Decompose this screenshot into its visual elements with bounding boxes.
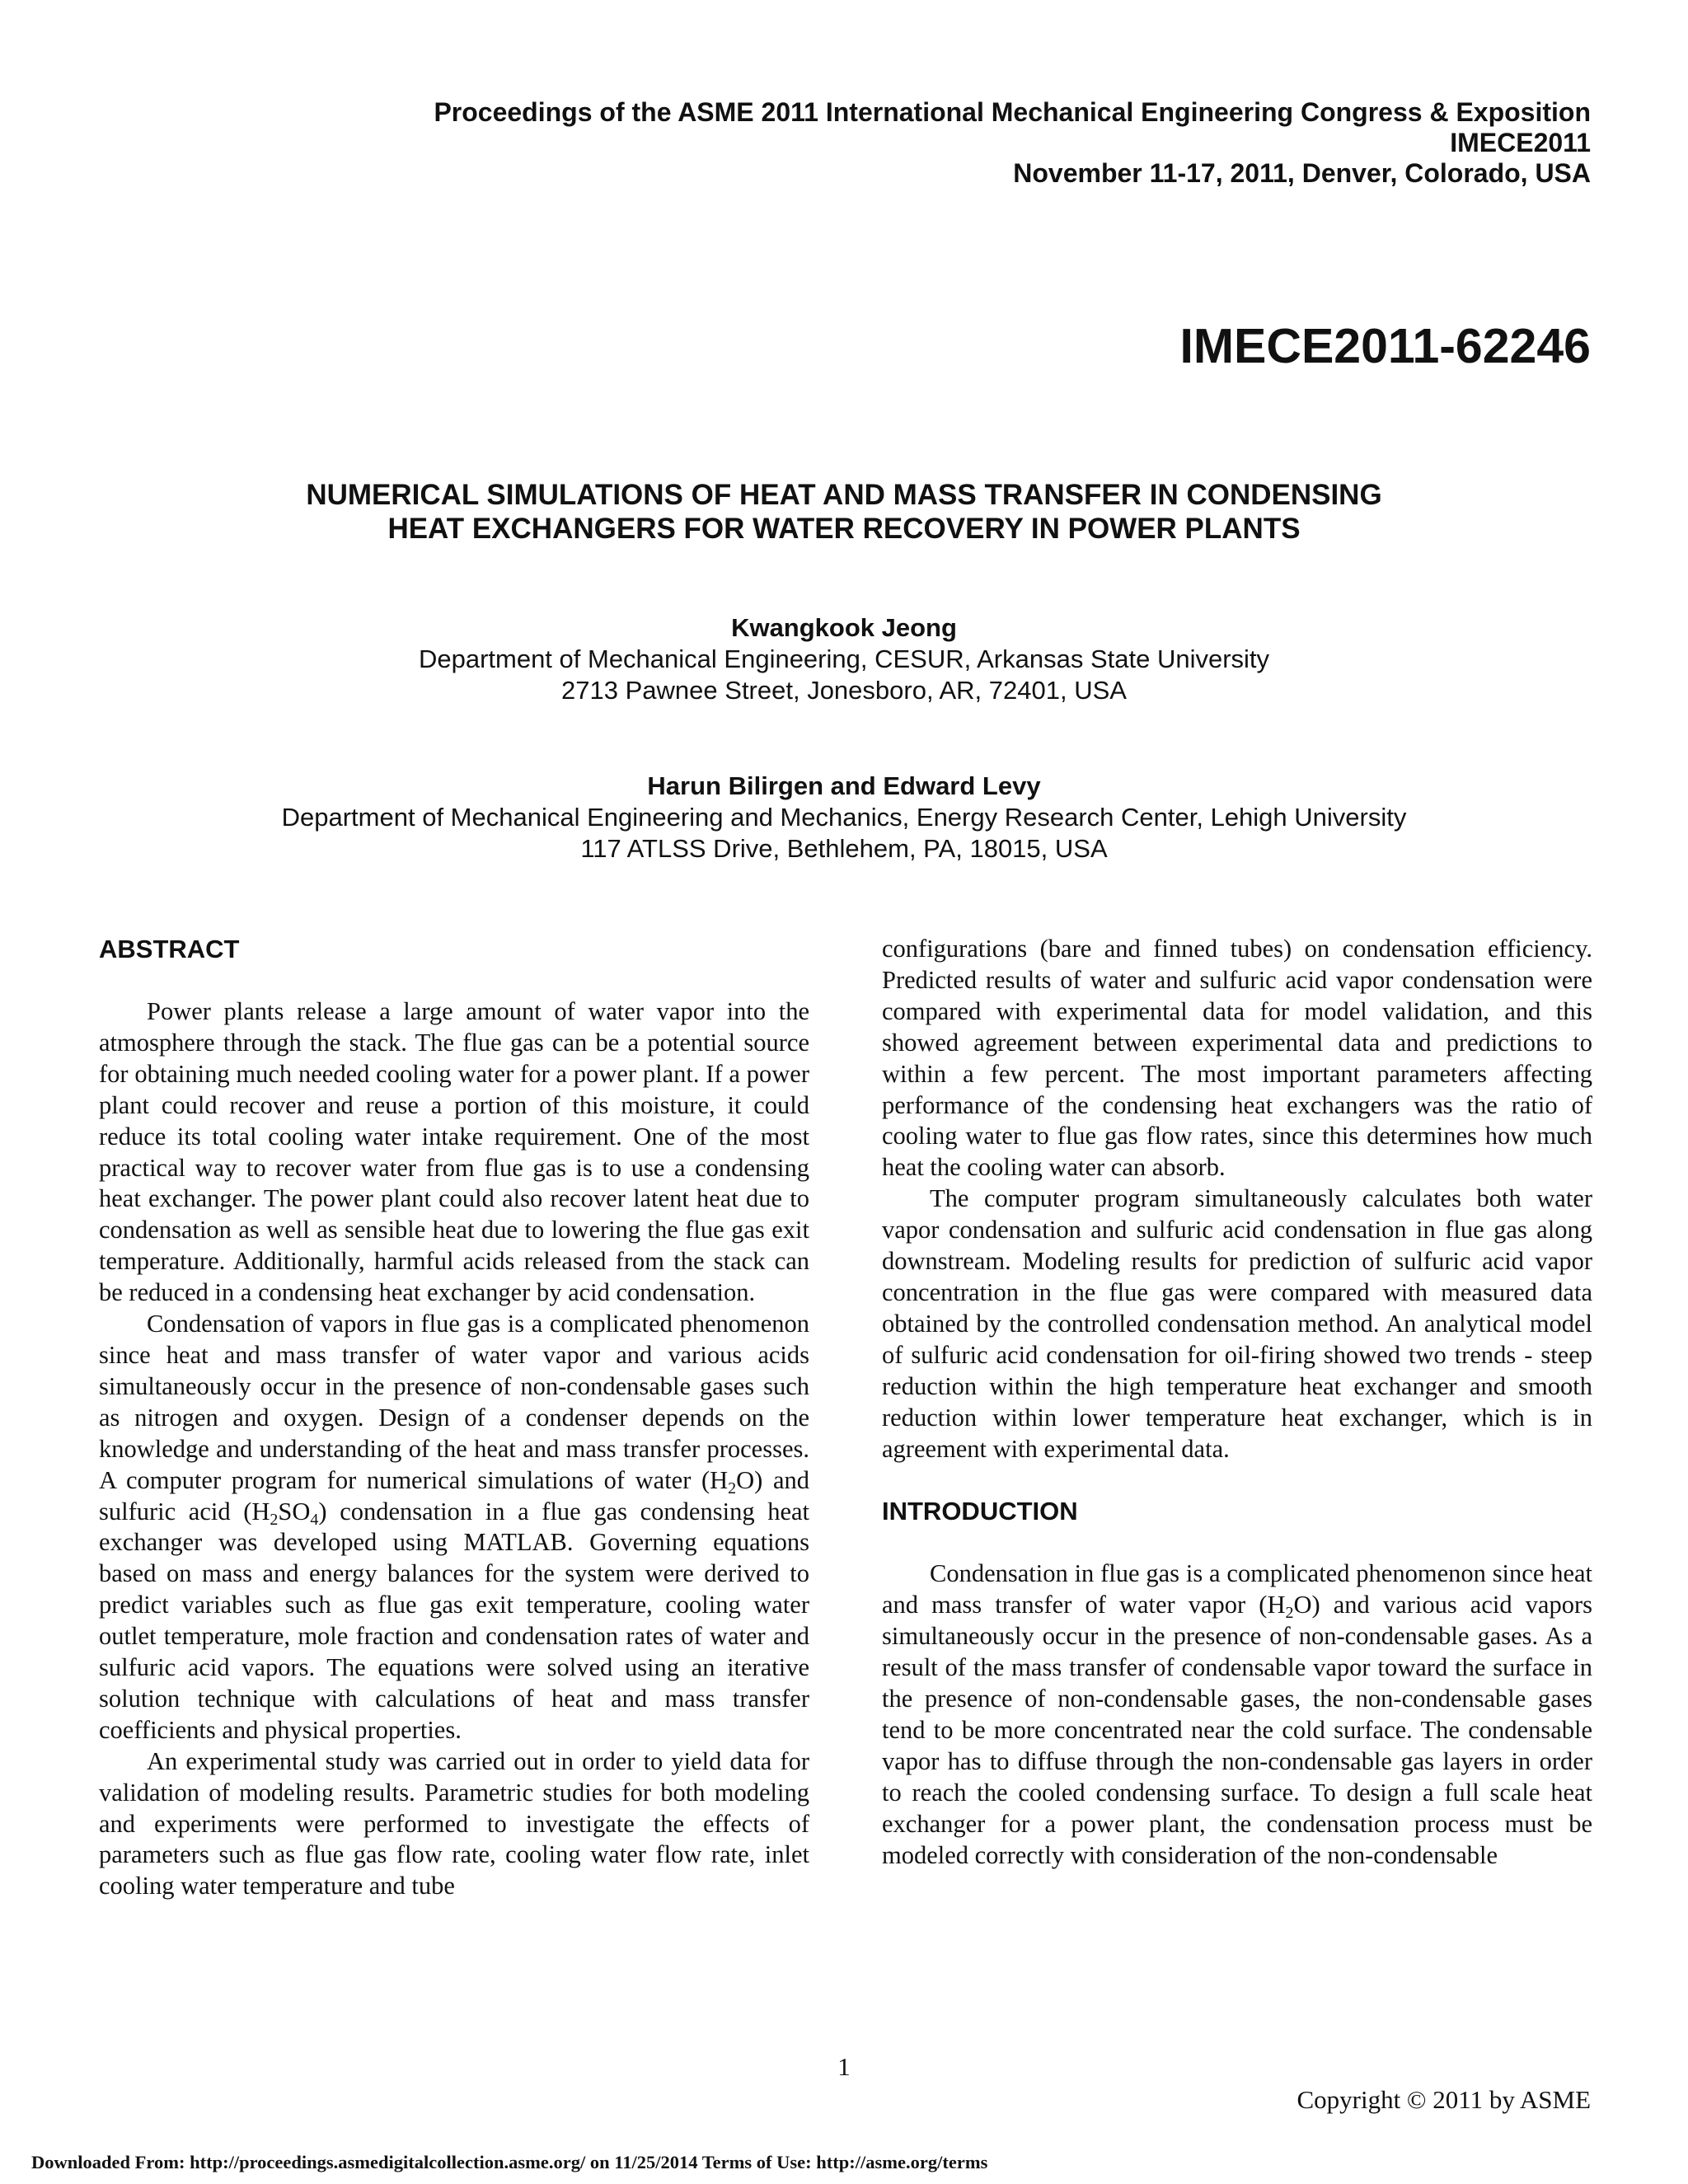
abstract-heading: ABSTRACT [99, 935, 240, 963]
author-name: Kwangkook Jeong [731, 613, 957, 642]
abstract-paragraph-3-continued: configurations (bare and finned tubes) on condensation efficiency. Predicted results of water and sulfuric acid vapor condensation were compared with experimental data for model validation, and this showed agreement between experimental data and predictions to within a few percent. The most important parameters affecting performance of the condensing heat exchangers was the ratio of cooling water to flue gas flow rates, since this determines how much heat the cooling water can absorb. [882, 935, 1592, 1182]
author-block-1 [97, 612, 1591, 706]
page-number: 1 [837, 2052, 851, 2081]
author-block-2 [97, 771, 1591, 865]
author-affiliation: Department of Mechanical Engineering and Mechanics, Energy Research Center, Lehigh University [281, 803, 1407, 832]
proceedings-line-1: Proceedings of the ASME 2011 International Mechanical Engineering Congress & Exposition [434, 97, 1591, 127]
title-line-1: NUMERICAL SIMULATIONS OF HEAT AND MASS TRANSFER IN CONDENSING [306, 479, 1382, 511]
proceedings-line-3: November 11-17, 2011, Denver, Colorado, USA [1013, 158, 1591, 188]
author-address: 117 ATLSS Drive, Bethlehem, PA, 18015, USA [580, 834, 1108, 863]
author-name: Harun Bilirgen and Edward Levy [647, 771, 1041, 800]
abstract-paragraph-1: Power plants release a large amount of water vapor into the atmosphere through the stack. The flue gas can be a potential source for obtaining much needed cooling water for a power plant. If a power plant could recover and reuse a portion of this moisture, it could reduce its total cooling water intake requirement. One of the most practical way to recover water from flue gas is to use a condensing heat exchanger. The power plant could also recover latent heat due to condensation as well as sensible heat due to lowering the flue gas exit temperature. Additionally, harmful acids released from the stack can be reduced in a condensing heat exchanger by acid condensation. [99, 997, 809, 1307]
paper-id: IMECE2011-62246 [1179, 319, 1591, 373]
copyright-notice: Copyright © 2011 by ASME [1296, 2085, 1591, 2114]
abstract-paragraph-4: The computer program simultaneously calculates both water vapor condensation and sulfuric acid condensation in flue gas along downstream. Modeling results for prediction of sulfuric acid vapor concentration in the flue gas were compared with measured data obtained by the controlled condensation method. An analytical model of sulfuric acid condensation for oil-firing showed two trends - steep reduction within the high temperature heat exchanger and smooth reduction within lower temperature heat exchanger, which is in agreement with experimental data. [882, 1184, 1592, 1463]
introduction-paragraph-1: Condensation in flue gas is a complicated phenomenon since heat and mass transfer of water vapor $(H_2O)$ and various acid vapors simultaneously occur in the presence of non-condensable gases. As a result of the mass transfer of condensable vapor toward the surface in the presence of non-condensable gases, the non-condensable gases tend to be more concentrated near the cold surface. The condensable vapor has to diffuse through the non-condensable gas layers in order to reach the cooled condensing surface. To design a full scale heat exchanger for a power plant, the condensation process must be modeled correctly with consideration of the non-condensable [882, 1559, 1592, 1869]
proceedings-line-2: IMECE2011 [1450, 128, 1591, 157]
introduction-heading: INTRODUCTION [882, 1497, 1078, 1526]
download-footer: Downloaded From: http://proceedings.asmedigitalcollection.asme.org/ on 11/25/2014 Terms of Use: http://asme.org/terms [31, 2152, 988, 2172]
paper-title [97, 478, 1591, 546]
proceedings-header [190, 97, 1591, 189]
abstract-paragraph-2: Condensation of vapors in flue gas is a complicated phenomenon since heat and mass transfer of water vapor and various acids simultaneously occur in the presence of non-condensable gases such as nitrogen and oxygen. Design of a condenser depends on the knowledge and understanding of the heat and mass transfer processes. A computer program for numerical simulations of water $(H_2O)$ and sulfuric acid $(H_2SO_4)$ condensation in a flue gas condensing heat exchanger was developed using MATLAB. Governing equations based on mass and energy balances for the system were derived to predict variables such as flue gas exit temperature, cooling water outlet temperature, mole fraction and condensation rates of water and sulfuric acid vapors. The equations were solved using an iterative solution technique with calculations of heat and mass transfer coefficients and physical properties. [99, 1310, 809, 1744]
author-address: 2713 Pawnee Street, Jonesboro, AR, 72401, USA [561, 676, 1127, 705]
right-column [882, 934, 1592, 1871]
author-affiliation: Department of Mechanical Engineering, CESUR, Arkansas State University [418, 644, 1270, 673]
abstract-paragraph-3: An experimental study was carried out in order to yield data for validation of modeling results. Parametric studies for both modeling and experiments were performed to investigate the effects of parameters such as flue gas flow rate, cooling water flow rate, inlet cooling water temperature and tube [99, 1746, 809, 1900]
left-column [99, 934, 809, 1902]
title-line-2: HEAT EXCHANGERS FOR WATER RECOVERY IN POWER PLANTS [387, 513, 1301, 545]
